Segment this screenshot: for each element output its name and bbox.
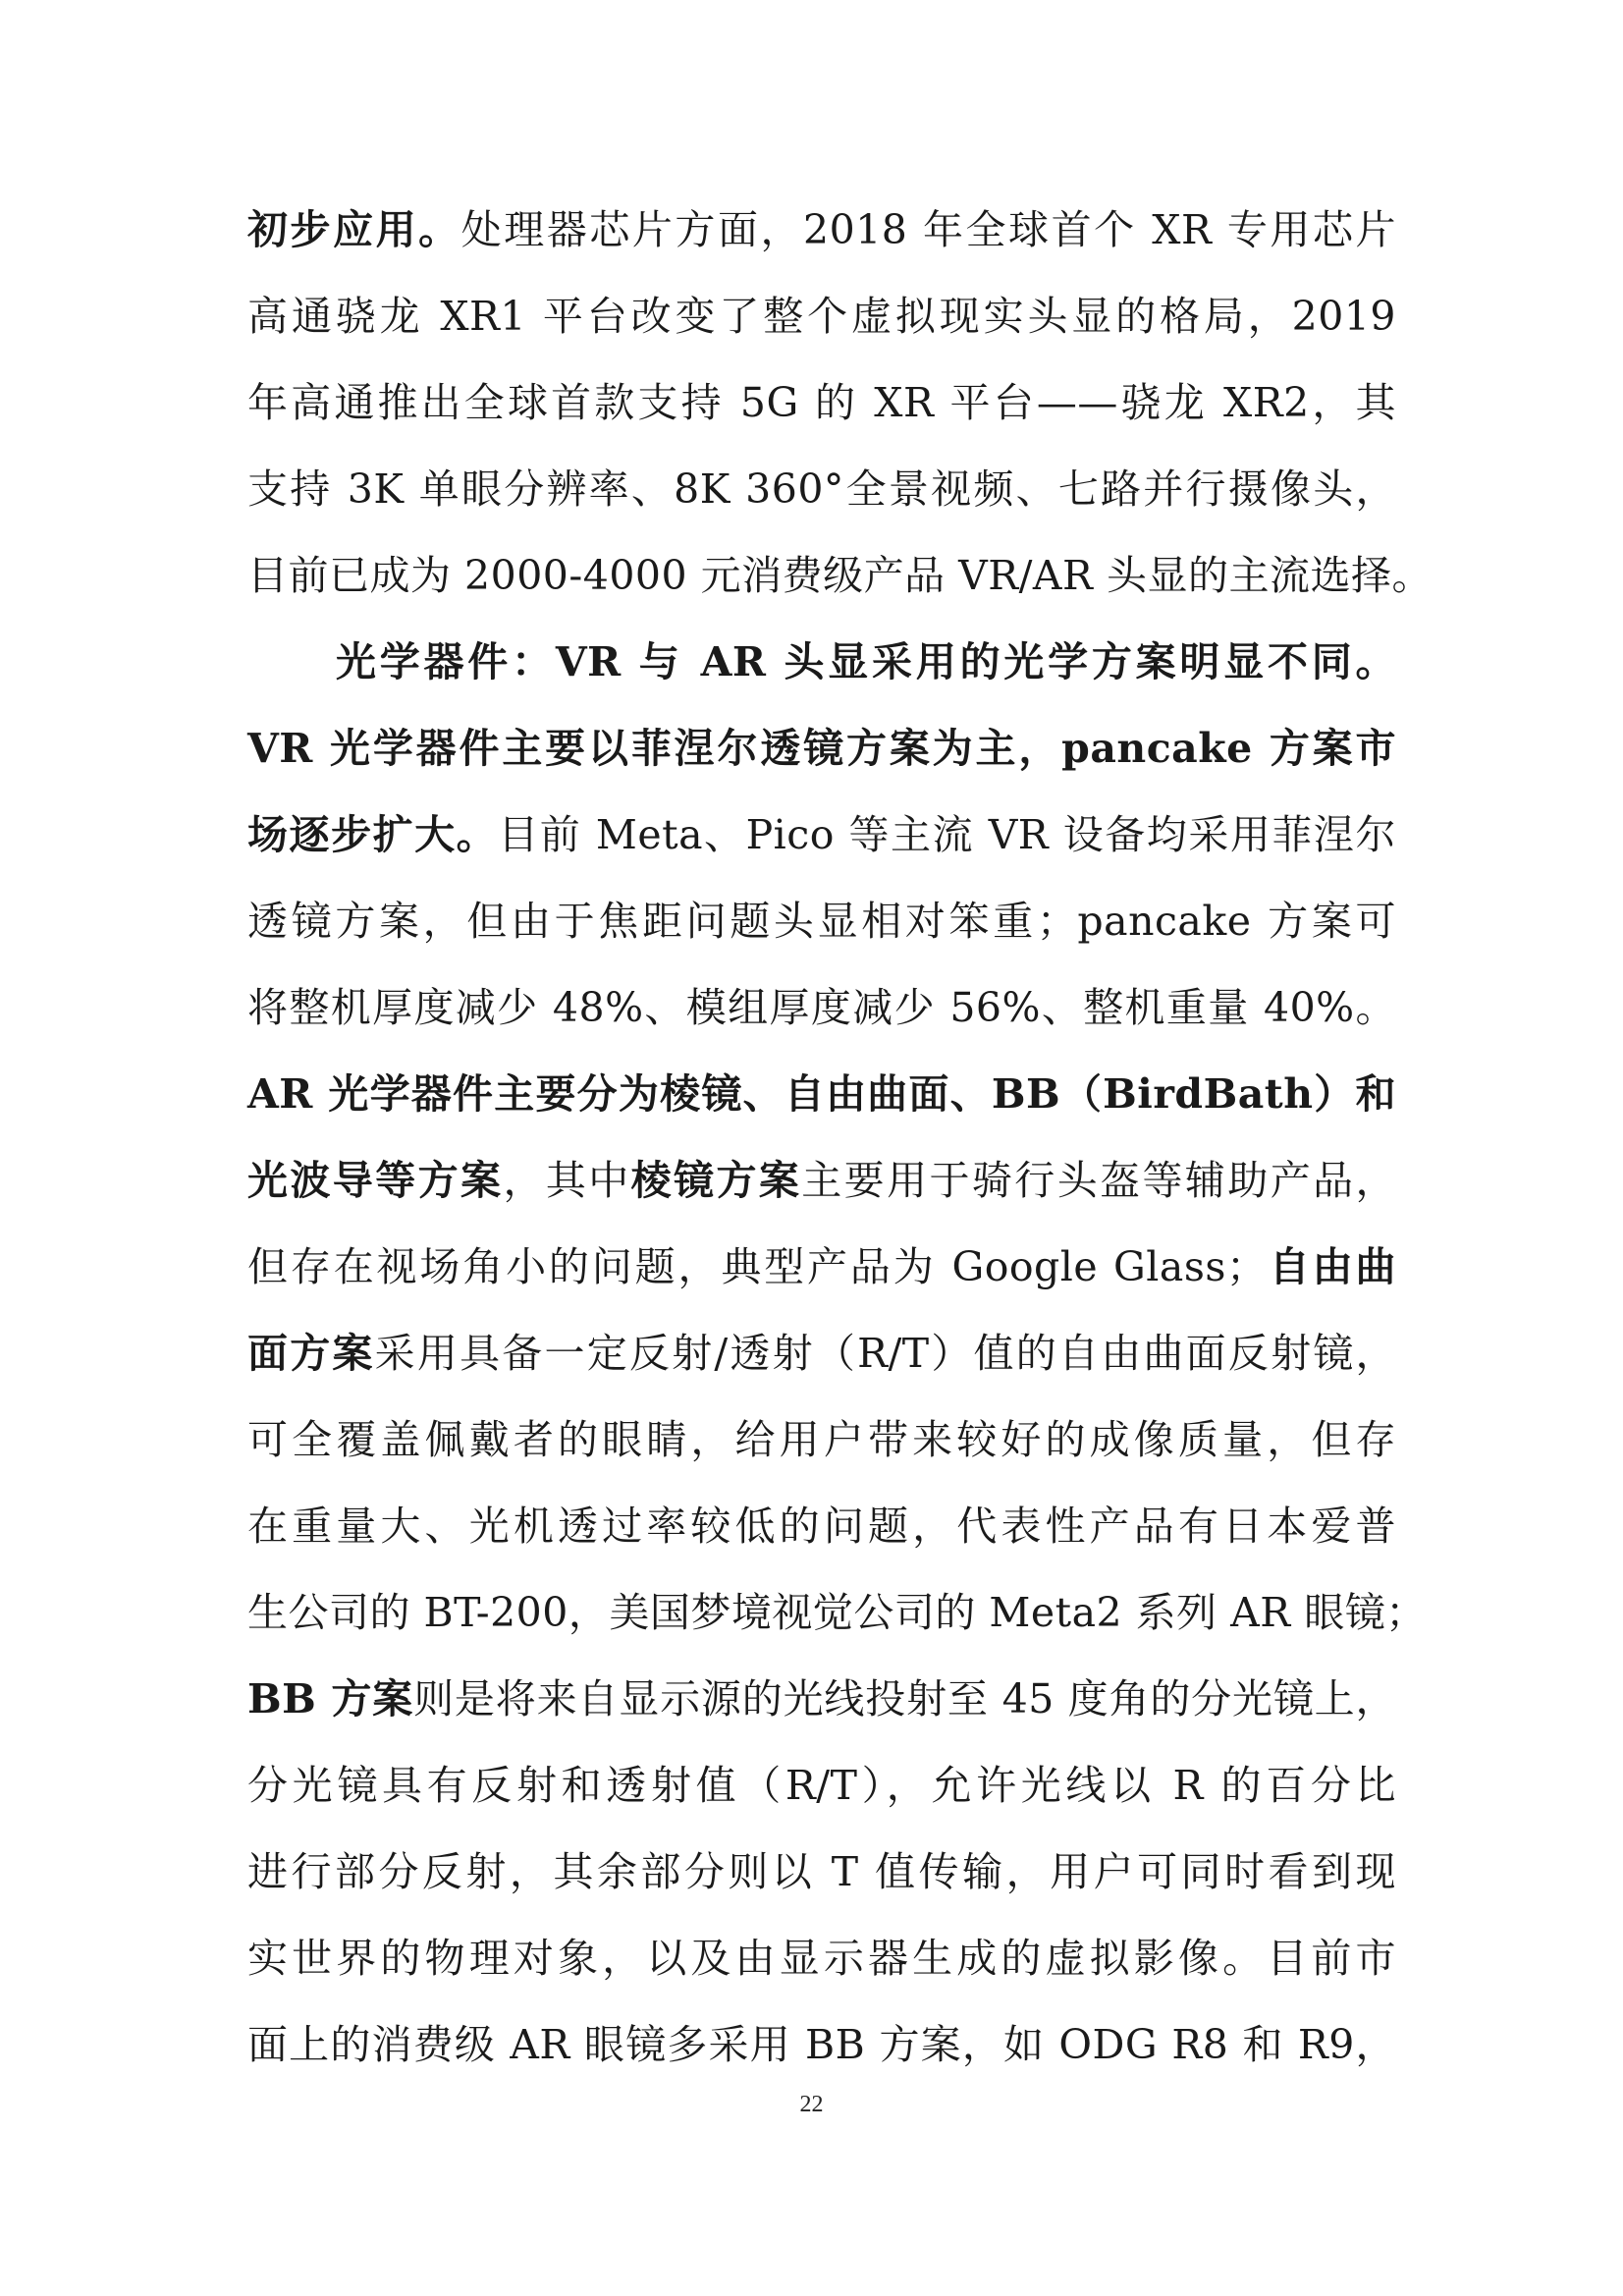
page-number: 22 (799, 2092, 824, 2117)
bold-text-segment: 自由曲 (1267, 1243, 1396, 1290)
text-line (247, 1137, 1396, 1224)
bold-text-segment: AR 光学器件主要分为棱镜、自由曲面、BB（BirdBath）和 (247, 1070, 1396, 1118)
text-segment: 将整机厚度减少 48%、模组厚度减少 56%、整机重量 40%。 (247, 984, 1396, 1031)
bold-text-segment: 光学器件：VR 与 AR 头显采用的光学方案明显不同。 (336, 638, 1396, 685)
text-segment: 但存在视场角小的问题，典型产品为 Google Glass； (247, 1243, 1268, 1290)
text-line (247, 1569, 1427, 1656)
text-line (247, 359, 1396, 446)
text-line (247, 705, 1396, 792)
text-line (247, 1829, 1396, 1915)
text-line (247, 1051, 1396, 1137)
text-line (247, 1483, 1396, 1569)
bold-text-segment: 初步应用。 (247, 206, 461, 253)
text-segment: 面上的消费级 AR 眼镜多采用 BB 方案，如 ODG R8 和 R9， (247, 2021, 1396, 2068)
text-segment: 则是将来自显示源的光线投射至 45 度角的分光镜上， (413, 1675, 1396, 1722)
text-segment: 采用具备一定反射/透射（R/T）值的自由曲面反射镜， (374, 1330, 1397, 1377)
text-segment: 处理器芯片方面，2018 年全球首个 XR 专用芯片 (460, 206, 1397, 253)
bold-text-segment: BB 方案 (247, 1675, 414, 1722)
text-line (247, 1310, 1396, 1396)
bold-text-segment: 棱镜方案 (630, 1157, 802, 1204)
text-line (247, 1396, 1396, 1483)
text-line (247, 2001, 1396, 2088)
text-line (247, 1915, 1396, 2001)
text-line (247, 446, 1396, 532)
body-text (247, 187, 1433, 2088)
bold-text-segment: 光波导等方案 (247, 1157, 504, 1204)
text-line (247, 187, 1396, 273)
text-segment: 目前 Meta、Pico 等主流 VR 设备均采用菲涅尔 (498, 811, 1396, 858)
text-segment: ，其中 (503, 1157, 631, 1204)
text-segment: 高通骁龙 XR1 平台改变了整个虚拟现实头显的格局，2019 (247, 293, 1396, 340)
text-line (247, 619, 1396, 705)
text-segment: 分光镜具有反射和透射值（R/T），允许光线以 R 的百分比 (247, 1762, 1396, 1809)
text-segment: 生公司的 BT-200，美国梦境视觉公司的 Meta2 系列 AR 眼镜； (247, 1589, 1427, 1636)
bold-text-segment: 面方案 (247, 1330, 375, 1377)
text-segment: 在重量大、光机透过率较低的问题，代表性产品有日本爱普 (247, 1503, 1396, 1550)
text-segment: 年高通推出全球首款支持 5G 的 XR 平台——骁龙 XR2，其 (247, 379, 1396, 426)
text-line (247, 878, 1396, 964)
bold-text-segment: 场逐步扩大。 (247, 811, 499, 858)
text-line (247, 792, 1396, 878)
text-line (247, 1742, 1396, 1829)
text-line (247, 964, 1396, 1051)
bold-text-segment: VR 光学器件主要以菲涅尔透镜方案为主，pancake 方案市 (247, 725, 1396, 772)
text-segment: 进行部分反射，其余部分则以 T 值传输，用户可同时看到现 (247, 1848, 1396, 1895)
text-segment: 支持 3K 单眼分辨率、8K 360°全景视频、七路并行摄像头， (247, 465, 1396, 513)
text-line (247, 532, 1433, 619)
text-line (247, 273, 1396, 359)
text-segment: 目前已成为 2000-4000 元消费级产品 VR/AR 头显的主流选择。 (247, 552, 1433, 599)
text-segment: 主要用于骑行头盔等辅助产品， (801, 1157, 1397, 1204)
text-line (247, 1224, 1396, 1310)
text-segment: 可全覆盖佩戴者的眼睛，给用户带来较好的成像质量，但存 (247, 1416, 1396, 1463)
text-segment: 实世界的物理对象，以及由显示器生成的虚拟影像。目前市 (247, 1935, 1396, 1982)
text-line (247, 1656, 1396, 1742)
text-segment: 透镜方案，但由于焦距问题头显相对笨重；pancake 方案可 (247, 898, 1396, 945)
